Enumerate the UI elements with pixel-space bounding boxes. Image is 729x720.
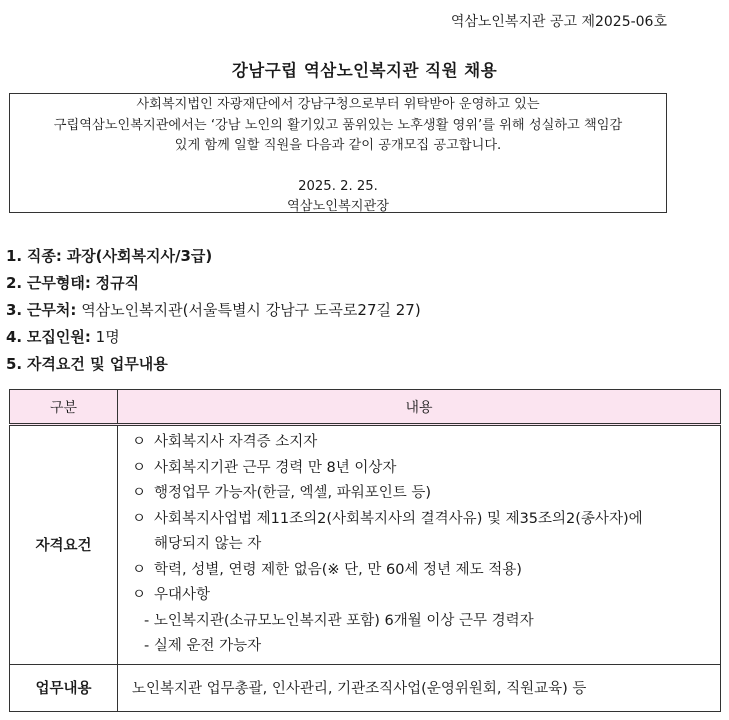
qualification-content (118, 425, 721, 665)
section-value: 역삼노인복지관(서울특별시 강남구 도곡로27길 27) (81, 301, 421, 319)
table-row (10, 664, 721, 711)
bullet-marker: ㅇ (132, 459, 147, 476)
qualification-label: 자격요건 (10, 425, 118, 665)
section-item (6, 351, 421, 378)
bullet-marker: ㅇ (132, 485, 147, 501)
item-text: 해당되지 않는 자 (154, 536, 262, 552)
section-number: 5. (6, 355, 23, 373)
section-value: 과장(사회복지사/3급) (66, 247, 213, 265)
bullet-marker: ㅇ (132, 561, 147, 578)
section-value: 1명 (95, 328, 120, 346)
section-label: 모집인원: (26, 328, 91, 346)
section-item (6, 243, 421, 270)
section-value: 정규직 (95, 274, 140, 292)
item-text: 학력, 성별, 연령 제한 없음(※ 단, 만 60세 정년 제도 적용) (154, 561, 522, 578)
table-row (10, 425, 721, 665)
duties-label: 업무내용 (10, 664, 118, 711)
intro-date: 2025. 2. 25. (298, 178, 378, 194)
notice-number: 역삼노인복지관 공고 제2025-06호 (450, 14, 667, 30)
list-item (132, 558, 720, 584)
list-item (132, 507, 720, 533)
bullet-marker: ㅇ (132, 434, 147, 450)
list-item (132, 481, 720, 507)
preferred-item: - 노인복지관(소규모노인복지관 포함) 6개월 이상 근무 경력자 (144, 612, 534, 629)
intro-box (9, 93, 667, 213)
intro-issuer: 역삼노인복지관장 (287, 199, 389, 214)
list-item (132, 456, 720, 482)
item-text: 사회복지기관 근무 경력 만 8년 이상자 (154, 459, 397, 476)
item-text: 사회복지사업법 제11조의2(사회복지사의 결격사유) 및 제35조의2(종사자)에 (154, 510, 643, 527)
table-header-row (10, 390, 721, 425)
section-list (6, 243, 421, 378)
section-label: 근무형태: (26, 274, 91, 292)
section-label: 직종: (26, 247, 62, 265)
intro-line: 있게 함께 일할 직원을 다음과 같이 공개모집 공고합니다. (174, 138, 502, 153)
header-category: 구분 (10, 390, 118, 425)
bullet-marker: ㅇ (132, 587, 147, 603)
item-text: 행정업무 가능자(한글, 엑셀, 파워포인트 등) (154, 485, 432, 501)
item-text: 우대사항 (154, 587, 211, 603)
section-number: 4. (6, 328, 23, 346)
list-item (132, 583, 720, 609)
section-label: 근무처: (26, 301, 77, 319)
preferred-item: - 실제 운전 가능자 (144, 638, 262, 654)
section-number: 1. (6, 247, 23, 265)
list-item (132, 430, 720, 456)
section-item (6, 270, 421, 297)
item-text: 사회복지사 자격증 소지자 (154, 434, 318, 450)
intro-line: 구립역삼노인복지관에서는 ‘강남 노인의 활기있고 품위있는 노후생활 영위’를 위해 성실하고 책임감 (53, 117, 623, 133)
duties-content: 노인복지관 업무총괄, 인사관리, 기관조직사업(운영위원회, 직원교육) 등 (118, 664, 721, 711)
section-item (6, 297, 421, 324)
list-item-continuation (132, 532, 720, 558)
section-label: 자격요건 및 업무내용 (26, 355, 168, 373)
page-title: 강남구립 역삼노인복지관 직원 채용 (231, 61, 498, 80)
intro-line: 사회복지법인 자광재단에서 강남구청으로부터 위탁받아 운영하고 있는 (136, 97, 540, 112)
section-number: 3. (6, 301, 23, 319)
header-content: 내용 (118, 390, 721, 425)
section-item (6, 324, 421, 351)
bullet-marker: ㅇ (132, 510, 147, 527)
requirements-table (9, 389, 721, 712)
section-number: 2. (6, 274, 23, 292)
